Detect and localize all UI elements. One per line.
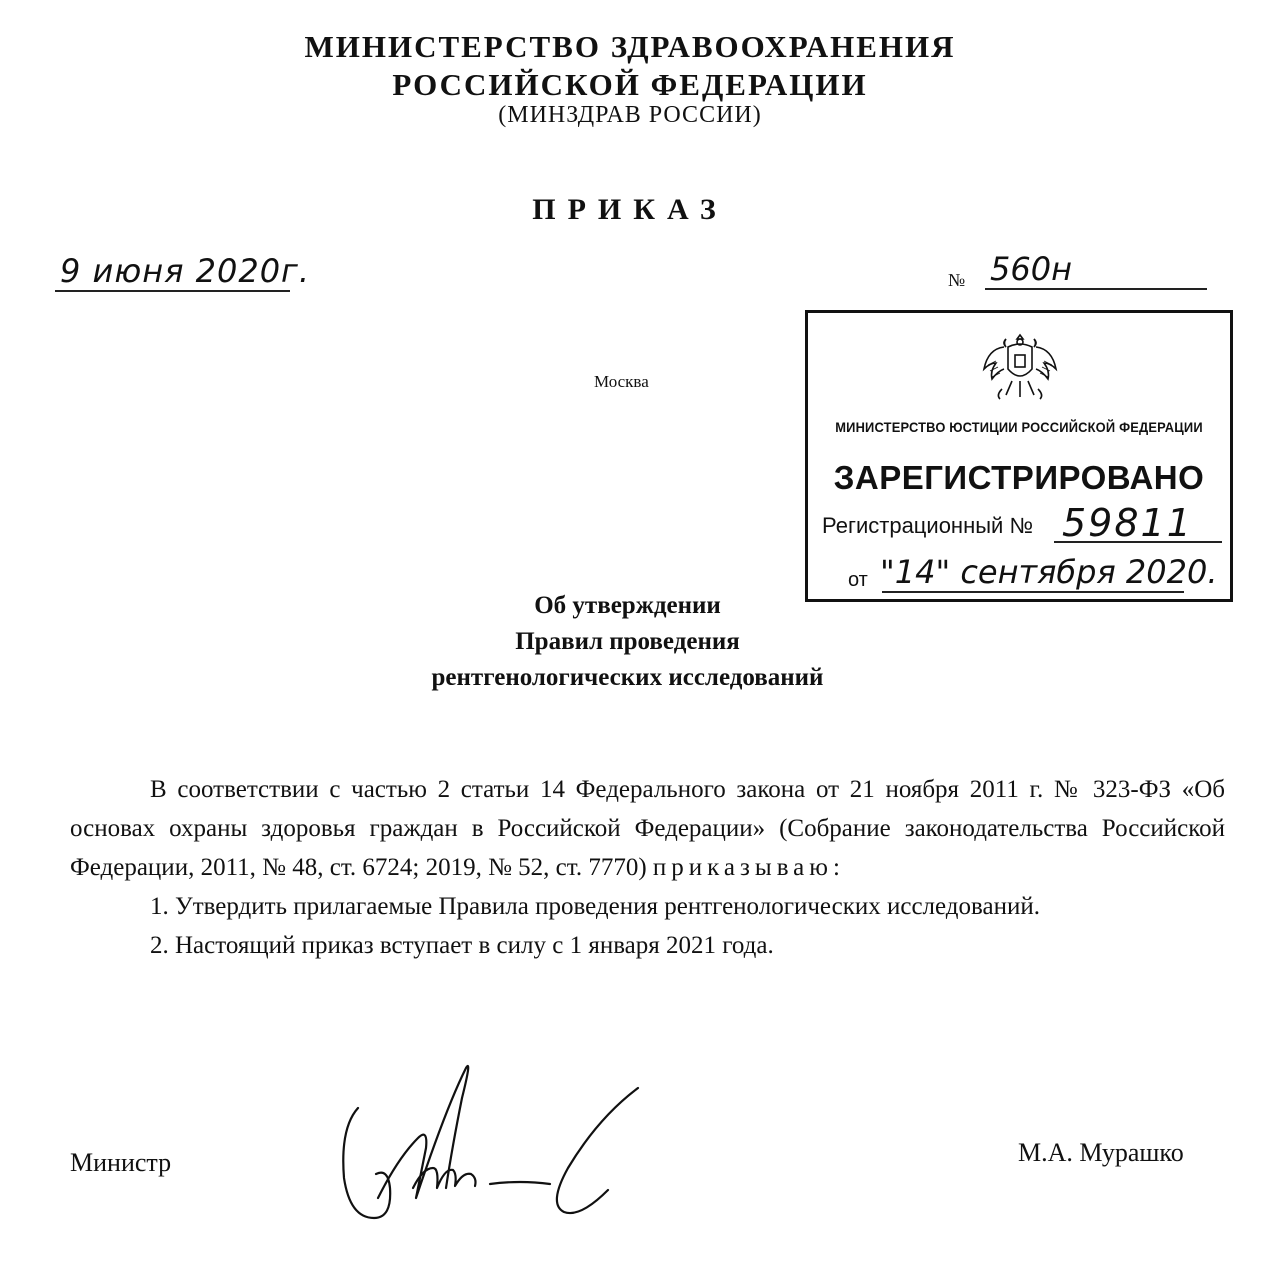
body-item-2: 2. Настоящий приказ вступает в силу с 1 января 2021 года. — [150, 932, 774, 959]
signer-position: Министр — [70, 1148, 172, 1177]
order-date: 9 июня 2020г. — [60, 252, 311, 290]
stamp-reg-label: Регистрационный № — [822, 513, 1034, 538]
ministry-name — [0, 28, 1260, 104]
ministry-short-name: (МИНЗДРАВ РОССИИ) — [498, 102, 762, 128]
ministry-name-line1: МИНИСТЕРСТВО ЗДРАВООХРАНЕНИЯ — [304, 29, 956, 64]
registration-stamp — [805, 310, 1233, 602]
signer-name: М.А. Мурашко — [1018, 1138, 1184, 1167]
order-body — [70, 770, 1225, 965]
number-sign: № — [948, 270, 966, 290]
stamp-reg-underline — [1054, 541, 1222, 543]
number-underline — [985, 288, 1207, 290]
order-title-line1: Об утверждении — [534, 592, 721, 619]
stamp-reg-number: 59811 — [1062, 501, 1193, 545]
stamp-date: "14" сентября 2020. — [880, 553, 1218, 591]
document-type: ПРИКАЗ — [532, 193, 728, 226]
city: Москва — [594, 372, 649, 391]
date-underline — [55, 290, 290, 292]
stamp-organization: МИНИСТЕРСТВО ЮСТИЦИИ РОССИЙСКОЙ ФЕДЕРАЦИИ — [835, 419, 1203, 435]
order-title-line2: Правил проведения — [515, 628, 740, 655]
body-paragraph-preamble — [70, 770, 1225, 887]
ministry-name-line2: РОССИЙСКОЙ ФЕДЕРАЦИИ — [392, 67, 868, 102]
handwritten-signature — [318, 1048, 658, 1238]
order-title — [300, 588, 955, 696]
preamble-verb: приказываю: — [652, 854, 845, 881]
stamp-status: ЗАРЕГИСТРИРОВАНО — [833, 459, 1205, 496]
body-item-1: 1. Утвердить прилагаемые Правила проведения рентгенологических исследований. — [150, 893, 1040, 920]
coat-of-arms-icon — [978, 325, 1062, 407]
order-title-line3: рентгенологических исследований — [431, 664, 824, 691]
stamp-date-label: от — [848, 569, 868, 591]
preamble-text: В соответствии с частью 2 статьи 14 Федерального закона от 21 ноября 2011 г. № 323-ФЗ «Об основах охраны здоровья граждан в Российской Федерации» (Собрание законодательства Российской Федерации, 2011, № 48, ст. 6724; 2019, № 52, ст. 7770) — [70, 776, 1225, 881]
order-number: 560н — [990, 250, 1072, 288]
